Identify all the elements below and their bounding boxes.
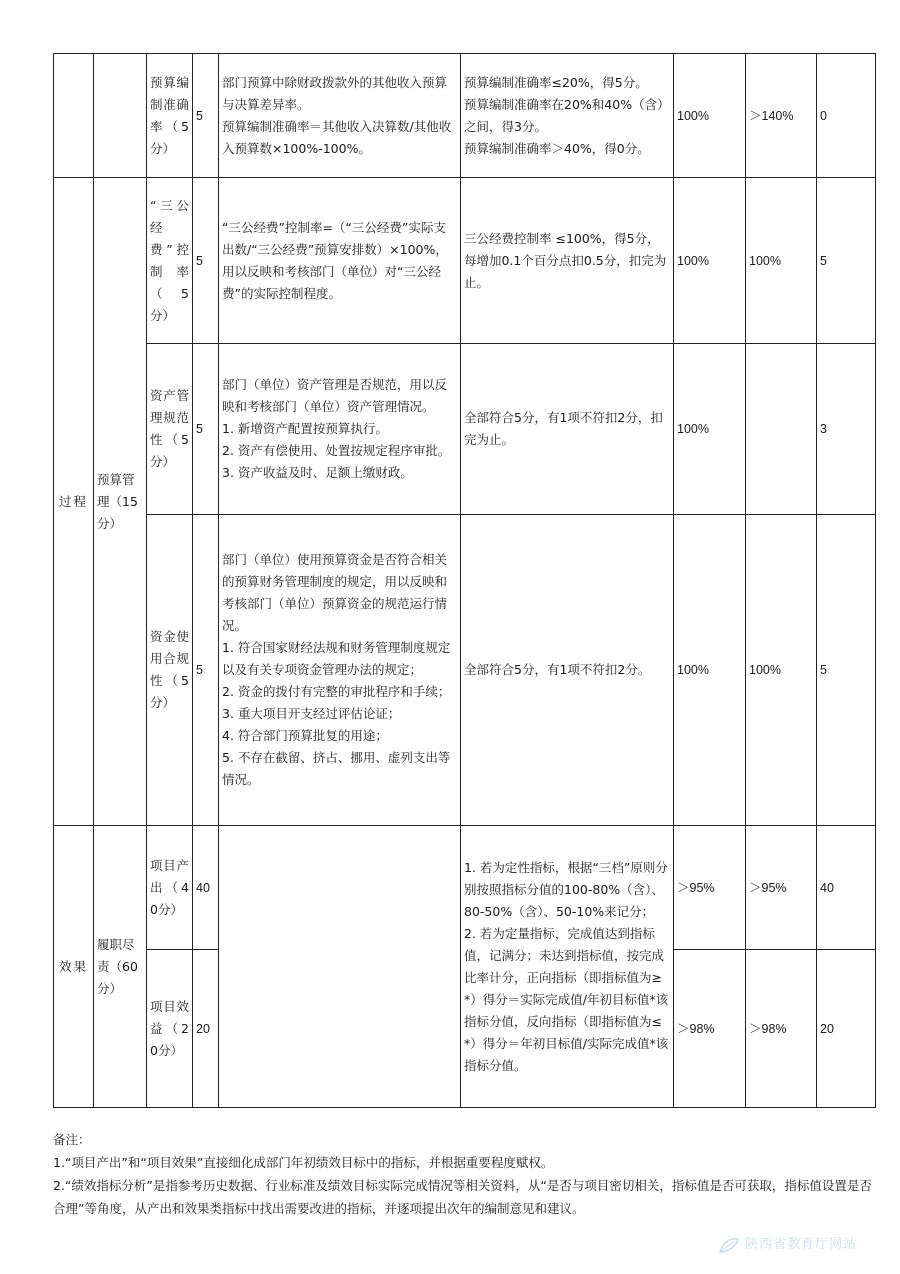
lvl1-cell bbox=[54, 54, 94, 178]
definition-line: 部门（单位）使用预算资金是否符合相关的预算财务管理制度的规定，用以反映和考核部门（单位）预算资金的规范运行情况。 bbox=[222, 552, 448, 633]
criteria-cell bbox=[461, 826, 674, 1108]
table-row bbox=[54, 54, 876, 178]
definition-cell bbox=[219, 178, 461, 344]
criteria-line: 全部符合5分，有1项不符扣2分，扣完为止。 bbox=[464, 410, 663, 447]
definition-line: 3. 重大项目开支经过评估论证； bbox=[222, 706, 401, 721]
lvl1-cell: 效果 bbox=[54, 826, 94, 1108]
result-score-cell: 20 bbox=[817, 950, 876, 1108]
target-value-cell: 100% bbox=[674, 344, 746, 515]
actual-value-cell: ＞140% bbox=[746, 54, 817, 178]
lvl3-cell: 项目效益（20分） bbox=[147, 950, 193, 1108]
actual-value-cell: ＞95% bbox=[746, 826, 817, 950]
actual-value-cell: ＞98% bbox=[746, 950, 817, 1108]
notes-title: 备注： bbox=[53, 1132, 91, 1147]
definition-line: 部门预算中除财政拨款外的其他收入预算与决算差异率。 bbox=[222, 74, 448, 112]
target-value-cell: 100% bbox=[674, 54, 746, 178]
watermark bbox=[718, 1233, 888, 1261]
result-score-cell: 40 bbox=[817, 826, 876, 950]
lvl2-cell: 履职尽责（60分） bbox=[94, 826, 147, 1108]
result-score-cell: 5 bbox=[817, 178, 876, 344]
definition-cell bbox=[219, 54, 461, 178]
criteria-line: 三公经费控制率 ≤100%，得5分，每增加0.1个百分点扣0.5分，扣完为止。 bbox=[464, 230, 667, 290]
performance-evaluation-table bbox=[53, 53, 876, 1108]
lvl2-cell: 预算管理（15分） bbox=[94, 178, 147, 826]
criteria-cell bbox=[461, 344, 674, 515]
target-value-cell: ＞98% bbox=[674, 950, 746, 1108]
lvl1-cell: 过程 bbox=[54, 178, 94, 826]
table-row bbox=[54, 515, 876, 826]
lvl3-cell: 项目产出（40分） bbox=[147, 826, 193, 950]
actual-value-cell: 100% bbox=[746, 515, 817, 826]
score-cell: 20 bbox=[193, 950, 219, 1108]
definition-line: 3. 资产收益及时、足额上缴财政。 bbox=[222, 465, 413, 480]
criteria-line: 预算编制准确率≤20%，得5分。 bbox=[464, 74, 648, 90]
watermark-text: 陕西省教育厅网站 bbox=[745, 1237, 858, 1252]
definition-line: 部门（单位）资产管理是否规范，用以反映和考核部门（单位）资产管理情况。 bbox=[222, 377, 448, 414]
definition-line: 2. 资产有偿使用、处置按规定程序审批。 bbox=[222, 443, 451, 458]
lvl3-cell: 资产管理规范性（5分） bbox=[147, 344, 193, 515]
lvl3-cell: 预算编制准确率（5分） bbox=[147, 54, 193, 178]
table-row bbox=[54, 826, 876, 950]
table-row bbox=[54, 178, 876, 344]
leaf-logo-icon bbox=[718, 1236, 740, 1254]
notes-section bbox=[53, 1128, 883, 1220]
target-value-cell: 100% bbox=[674, 178, 746, 344]
criteria-cell bbox=[461, 178, 674, 344]
definition-line: 5. 不存在截留、挤占、挪用、虚列支出等情况。 bbox=[222, 750, 451, 787]
criteria-cell bbox=[461, 515, 674, 826]
score-cell: 40 bbox=[193, 826, 219, 950]
definition-cell bbox=[219, 344, 461, 515]
lvl3-cell: 资金使用合规性（5分） bbox=[147, 515, 193, 826]
definition-line: 预算编制准确率＝其他收入决算数/其他收入预算数×100%-100%。 bbox=[222, 118, 452, 156]
definition-line: 4. 符合部门预算批复的用途； bbox=[222, 728, 388, 743]
note-item: 2.“绩效指标分析”是指参考历史数据、行业标准及绩效目标实际完成情况等相关资料，从“是否与项目密切相关，指标值是否可获取，指标值设置是否合理”等角度，从产出和效果类指标中找出需要改进的指标，并逐项提出次年的编制意见和建议。 bbox=[53, 1178, 872, 1216]
lvl3-cell: “三公经费”控制率（5分） bbox=[147, 178, 193, 344]
criteria-line: 1. 若为定性指标，根据“三档”原则分别按照指标分值的100-80%（含）、80-50%（含）、50-10%来记分； bbox=[464, 859, 668, 919]
definition-cell bbox=[219, 515, 461, 826]
score-cell: 5 bbox=[193, 54, 219, 178]
criteria-line: 2. 若为定量指标，完成值达到指标值，记满分；未达到指标值，按完成比率计分，正向指标（即指标值为≥*）得分＝实际完成值/年初目标值*该指标分值，反向指标（即指标值为≤*）得分＝年初目标值/实际完成值*该指标分值。 bbox=[464, 925, 669, 1073]
definition-line: 2. 资金的拨付有完整的审批程序和手续； bbox=[222, 684, 451, 699]
actual-value-cell: 100% bbox=[746, 178, 817, 344]
definition-line: “三公经费”控制率=（“三公经费”实际支出数/“三公经费”预算安排数）×100%，用以反映和考核部门（单位）对“三公经费”的实际控制程度。 bbox=[222, 219, 448, 301]
note-item: 1.“项目产出”和“项目效果”直接细化成部门年初绩效目标中的指标，并根据重要程度赋权。 bbox=[53, 1155, 554, 1170]
result-score-cell: 3 bbox=[817, 344, 876, 515]
criteria-cell bbox=[461, 54, 674, 178]
definition-line: 1. 新增资产配置按预算执行。 bbox=[222, 421, 388, 436]
criteria-line: 预算编制准确率＞40%，得0分。 bbox=[464, 140, 650, 156]
target-value-cell: ＞95% bbox=[674, 826, 746, 950]
score-cell: 5 bbox=[193, 178, 219, 344]
result-score-cell: 0 bbox=[817, 54, 876, 178]
result-score-cell: 5 bbox=[817, 515, 876, 826]
table-row bbox=[54, 344, 876, 515]
lvl2-cell bbox=[94, 54, 147, 178]
definition-line: 1. 符合国家财经法规和财务管理制度规定以及有关专项资金管理办法的规定； bbox=[222, 640, 451, 677]
actual-value-cell bbox=[746, 344, 817, 515]
criteria-line: 全部符合5分，有1项不符扣2分。 bbox=[464, 662, 651, 677]
score-cell: 5 bbox=[193, 515, 219, 826]
target-value-cell: 100% bbox=[674, 515, 746, 826]
definition-cell bbox=[219, 826, 461, 1108]
criteria-line: 预算编制准确率在20%和40%（含）之间，得3分。 bbox=[464, 96, 670, 134]
score-cell: 5 bbox=[193, 344, 219, 515]
